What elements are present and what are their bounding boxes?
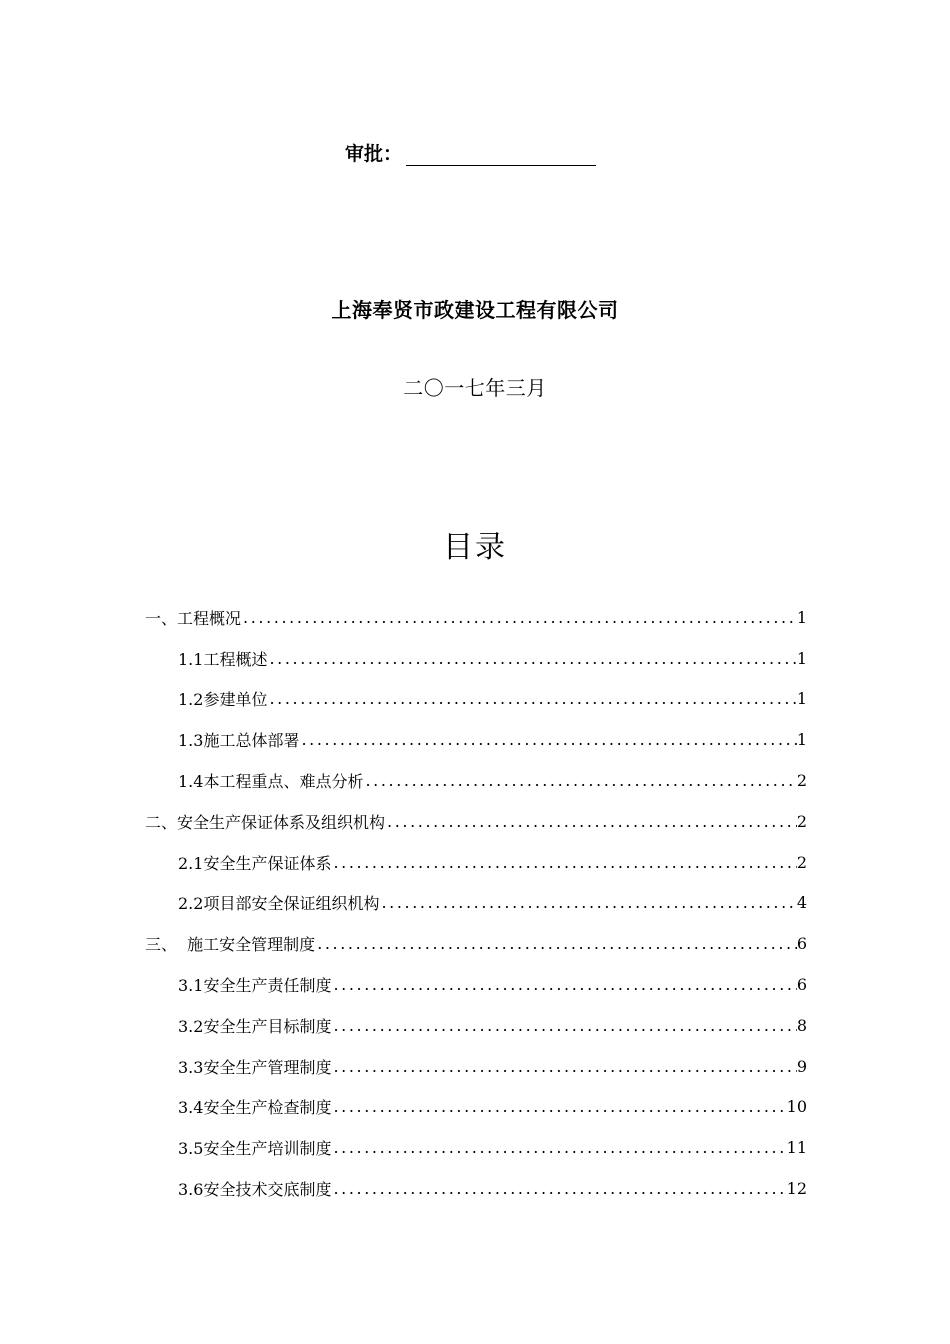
- toc-entry-page: 10: [786, 1097, 807, 1117]
- toc-entry-page: 8: [796, 1015, 807, 1035]
- toc-entry[interactable]: [145, 923, 807, 964]
- toc-entry-label: 2.1安全生产保证体系: [178, 853, 332, 873]
- toc-entry-page: 2: [796, 771, 807, 791]
- toc-entry[interactable]: [145, 842, 807, 883]
- toc-entry-page: 2: [796, 811, 807, 831]
- signature-blank: [406, 143, 596, 166]
- toc-entry[interactable]: [145, 679, 807, 720]
- toc-entry-page: 12: [786, 1179, 807, 1199]
- toc-entry[interactable]: [145, 760, 807, 801]
- toc-entry-page: 4: [796, 893, 807, 913]
- document-date: 二〇一七年三月: [403, 376, 547, 400]
- toc-dot-leader: [315, 934, 797, 953]
- toc-entry-page: 6: [796, 934, 807, 954]
- toc-entry-label: 3.2安全生产目标制度: [178, 1016, 332, 1036]
- toc-entry[interactable]: [145, 1046, 807, 1087]
- toc-entry-label: 三、 施工安全管理制度: [145, 935, 316, 955]
- toc-dot-leader: [363, 771, 796, 790]
- toc-entry[interactable]: [145, 964, 807, 1005]
- toc-entry-page: 2: [796, 852, 807, 872]
- toc-entry-label: 3.4安全生产检查制度: [178, 1098, 332, 1118]
- toc-dot-leader: [331, 1097, 786, 1116]
- approval-line-block: [345, 138, 596, 166]
- approval-label: 审批：: [345, 143, 403, 165]
- toc-entry-page: 1: [796, 607, 807, 627]
- toc-dot-leader: [331, 1016, 796, 1035]
- company-name: 上海奉贤市政建设工程有限公司: [331, 298, 619, 322]
- toc-entry-page: 1: [796, 689, 807, 709]
- toc-entry[interactable]: [145, 801, 807, 842]
- table-of-contents: [145, 597, 807, 1209]
- toc-entry-page: 1: [796, 730, 807, 750]
- toc-entry[interactable]: [145, 1168, 807, 1209]
- toc-dot-leader: [331, 853, 796, 872]
- toc-entry-label: 二、安全生产保证体系及组织机构: [145, 812, 386, 832]
- toc-entry[interactable]: [145, 1087, 807, 1128]
- toc-entry-label: 1.2参建单位: [178, 690, 268, 710]
- toc-entry-label: 3.5安全生产培训制度: [178, 1139, 332, 1159]
- toc-entry-page: 11: [786, 1138, 807, 1158]
- toc-dot-leader: [331, 1138, 786, 1157]
- toc-entry-label: 2.2项目部安全保证组织机构: [178, 894, 380, 914]
- toc-entry[interactable]: [145, 638, 807, 679]
- toc-entry-label: 1.4本工程重点、难点分析: [178, 772, 364, 792]
- toc-entry-page: 6: [796, 975, 807, 995]
- toc-entry[interactable]: [145, 883, 807, 924]
- toc-entry-label: 一、工程概况: [145, 608, 242, 628]
- toc-entry-label: 3.3安全生产管理制度: [178, 1057, 332, 1077]
- toc-dot-leader: [267, 689, 796, 708]
- toc-entry-page: 9: [796, 1056, 807, 1076]
- toc-dot-leader: [267, 649, 796, 668]
- toc-entry-label: 3.1安全生产责任制度: [178, 976, 332, 996]
- toc-entry-label: 3.6安全技术交底制度: [178, 1180, 332, 1200]
- toc-dot-leader: [241, 608, 797, 627]
- toc-dot-leader: [331, 975, 796, 994]
- toc-dot-leader: [379, 893, 796, 912]
- toc-entry-label: 1.3施工总体部署: [178, 731, 300, 751]
- toc-entry-page: 1: [796, 648, 807, 668]
- toc-dot-leader: [331, 1179, 786, 1198]
- toc-title: 目录: [443, 530, 507, 565]
- toc-dot-leader: [299, 730, 796, 749]
- toc-dot-leader: [385, 812, 797, 831]
- toc-entry[interactable]: [145, 597, 807, 638]
- toc-entry[interactable]: [145, 1005, 807, 1046]
- toc-entry[interactable]: [145, 1127, 807, 1168]
- toc-entry[interactable]: [145, 719, 807, 760]
- toc-entry-label: 1.1工程概述: [178, 649, 268, 669]
- toc-dot-leader: [331, 1057, 796, 1076]
